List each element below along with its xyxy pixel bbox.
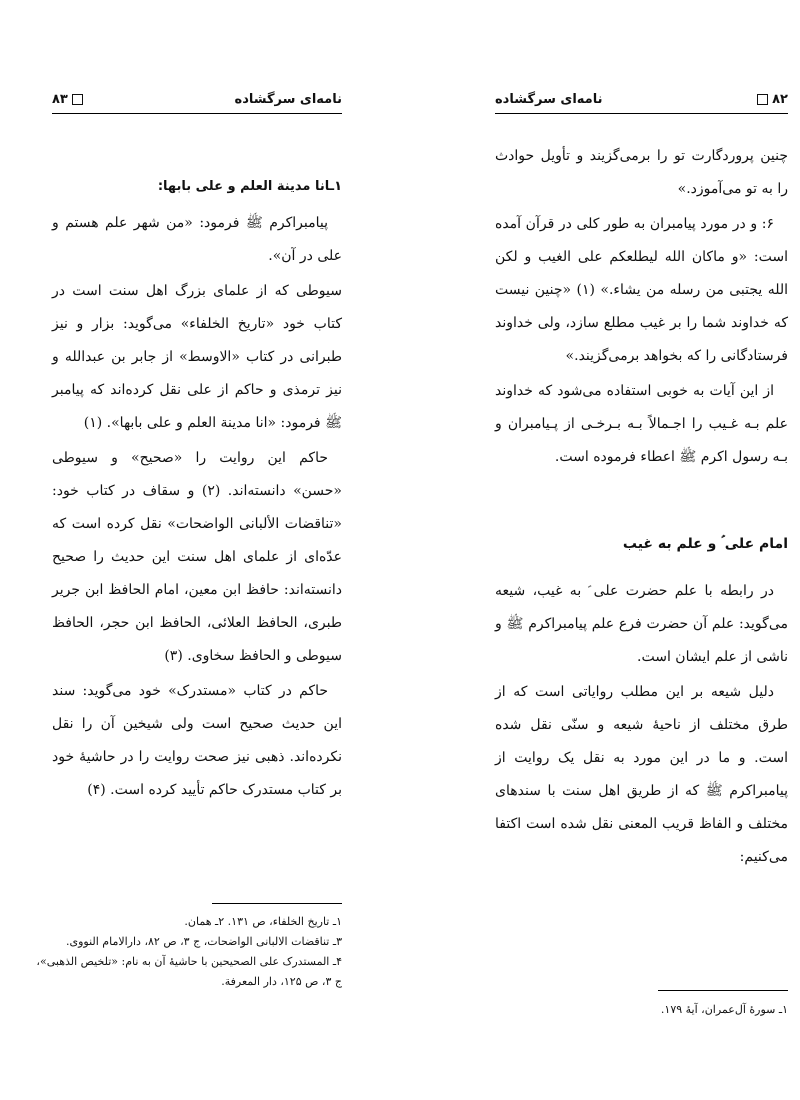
left-paragraph-1: پیامبراکرم ﷺ فرمود: «من شهر علم هستم و علی در آن».	[52, 215, 342, 264]
left-paragraph-3: حاکم این روایت را «صحیح» و سیوطی «حسن» دانسته‌اند. (۲) و سقاف در کتاب خود: «تناقضات الألبانی الواضحات» نقل کرده است که عدّه‌ای از علمای اهل سنت این حدیث را صحیح دانسته‌اند: حافظ ابن معین، امام الحافظ ابن جریر طبری، الحافظ العلائی، الحافظ ابن حجر، الحافظ سیوطی و الحافظ سخاوی. (۳)	[52, 450, 342, 664]
footnote: ۳ـ تناقضات الالبانی الواضحات، ج ۳، ص ۸۲، دارالامام النووی.	[65, 935, 342, 948]
footnote: ۱ـ سورهٔ آل‌عمران، آیهٔ ۱۷۹.	[660, 1003, 788, 1016]
right-page-body	[495, 140, 788, 876]
footnote: ج ۳، ص ۱۲۵، دار المعرفة.	[221, 975, 342, 988]
footnote: ۴ـ المستدرک علی الصحیحین با حاشیهٔ آن به نام: «تلخیص الذهبی»،	[36, 955, 342, 968]
right-paragraph-2: ۶: و در مورد پیامبران به طور کلی در قرآن آمده است: «و ماکان الله لیطلعکم علی الغیب و لکن الله یجتبی من رسله من یشاء.» (۱) «چنین نیست که خداوند شما را بر غیب مطلع سازد، ولی خداوند فرستادگانی را که بخواهد برمی‌گزیند.»	[495, 216, 788, 364]
right-header-rule	[495, 113, 788, 114]
section-heading: ۱ـانا مدینة العلم و علی بابها:	[157, 179, 342, 194]
right-page-title: نامه‌ای سرگشاده	[495, 91, 603, 107]
right-paragraph-4: در رابطه با علم حضرت علی ؑ به غیب، شیعه می‌گوید: علم آن حضرت فرع علم پیامبراکرم ﷺ و ناشی از علم ایشان است.	[495, 583, 788, 665]
left-page-number-group	[52, 92, 83, 107]
right-page-number-group	[757, 92, 788, 107]
right-footnotes	[495, 1000, 788, 1020]
page-marker-square-icon	[72, 94, 83, 105]
left-footnotes	[36, 912, 342, 992]
left-page-body	[52, 170, 342, 809]
right-page-number: ۸۲	[772, 91, 788, 107]
left-page-title: نامه‌ای سرگشاده	[234, 91, 342, 107]
left-page-number: ۸۳	[52, 91, 68, 107]
right-paragraph-1: چنین پروردگارت تو را برمی‌گزیند و تأویل حوادث را به تو می‌آموزد.»	[495, 148, 788, 197]
right-paragraph-3: از این آیات به خوبی استفاده می‌شود که خداوند علم بـه غـیب را اجـمالاً بـه بـرخـی از پـیامبران و بـه رسول اکرم ﷺ اعطاء فرموده است.	[495, 383, 788, 465]
right-footnote-rule	[658, 990, 788, 991]
left-footnote-rule	[212, 903, 342, 904]
left-paragraph-2: سیوطی که از علمای بزرگ اهل سنت است در کتاب خود «تاریخ الخلفاء» می‌گوید: بزار و نیز طبرانی در کتاب «الاوسط» از جابر بن عبدالله و نیز ترمذی و حاکم از علی نقل کرده‌اند که پیامبر ﷺ فرمود: «انا مدینة العلم و علی بابها». (۱)	[52, 283, 342, 431]
page-marker-square-icon	[757, 94, 768, 105]
right-page-header	[495, 88, 788, 110]
footnote: ۱ـ تاریخ الخلفاء، ص ۱۳۱. ۲ـ همان.	[184, 915, 342, 928]
left-header-rule	[52, 113, 342, 114]
section-subheading: امام علی ؑ و علم به غیب	[622, 536, 788, 552]
left-paragraph-4: حاکم در کتاب «مستدرک» خود می‌گوید: سند این حدیث صحیح است ولی شیخین آن را نقل نکرده‌اند. ذهبی نیز صحت روایت را در حاشیهٔ خود بر کتاب مستدرک حاکم تأیید کرده است. (۴)	[52, 683, 342, 798]
right-page	[400, 0, 800, 1100]
left-page-header	[52, 88, 342, 110]
right-paragraph-5: دلیل شیعه بر این مطلب روایاتی است که از طرق مختلف از ناحیهٔ شیعه و سنّی نقل شده است. و ما در این مورد به نقل یک روایت از پیامبراکرم ﷺ که از طریق اهل سنت با سندهای مختلف و الفاظ قریب المعنی نقل شده است اکتفا می‌کنیم:	[495, 684, 788, 865]
